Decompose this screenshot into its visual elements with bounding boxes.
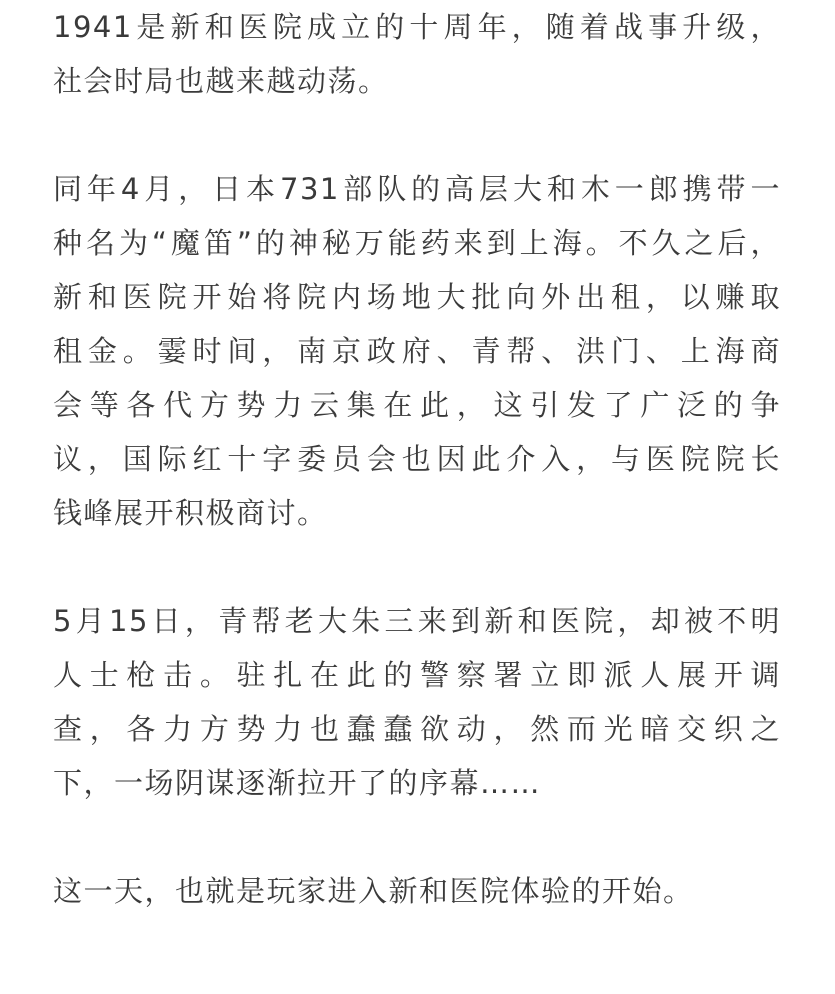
- paragraph-april: [53, 162, 781, 540]
- paragraph-closing: [53, 864, 781, 918]
- text-line: 种名为“魔笛”的神秘万能药来到上海。不久之后，: [53, 226, 781, 260]
- text-line: 5月15日，青帮老大朱三来到新和医院，却被不明: [53, 604, 781, 638]
- text-line: 租金。霎时间，南京政府、青帮、洪门、上海商: [53, 334, 781, 368]
- text-line: 1941是新和医院成立的十周年，随着战事升级，: [53, 10, 781, 44]
- text-line: 人士枪击。驻扎在此的警察署立即派人展开调: [53, 658, 781, 692]
- paragraph-intro: [53, 0, 781, 108]
- text-line: 同年4月，日本731部队的高层大和木一郎携带一: [53, 172, 781, 206]
- text-line: 社会时局也越来越动荡。: [53, 64, 389, 98]
- text-line: 议，国际红十字委员会也因此介入，与医院院长: [53, 442, 781, 476]
- text-line: 新和医院开始将院内场地大批向外出租，以赚取: [53, 280, 781, 314]
- text-line: 下，一场阴谋逐渐拉开了的序幕……: [53, 766, 542, 800]
- text-line: 查，各力方势力也蠢蠢欲动，然而光暗交织之: [53, 712, 781, 746]
- text-line: 会等各代方势力云集在此，这引发了广泛的争: [53, 388, 781, 422]
- text-line: 钱峰展开积极商讨。: [53, 496, 328, 530]
- text-line: 这一天，也就是玩家进入新和医院体验的开始。: [53, 874, 694, 908]
- paragraph-may: [53, 594, 781, 810]
- article-body: [53, 0, 781, 918]
